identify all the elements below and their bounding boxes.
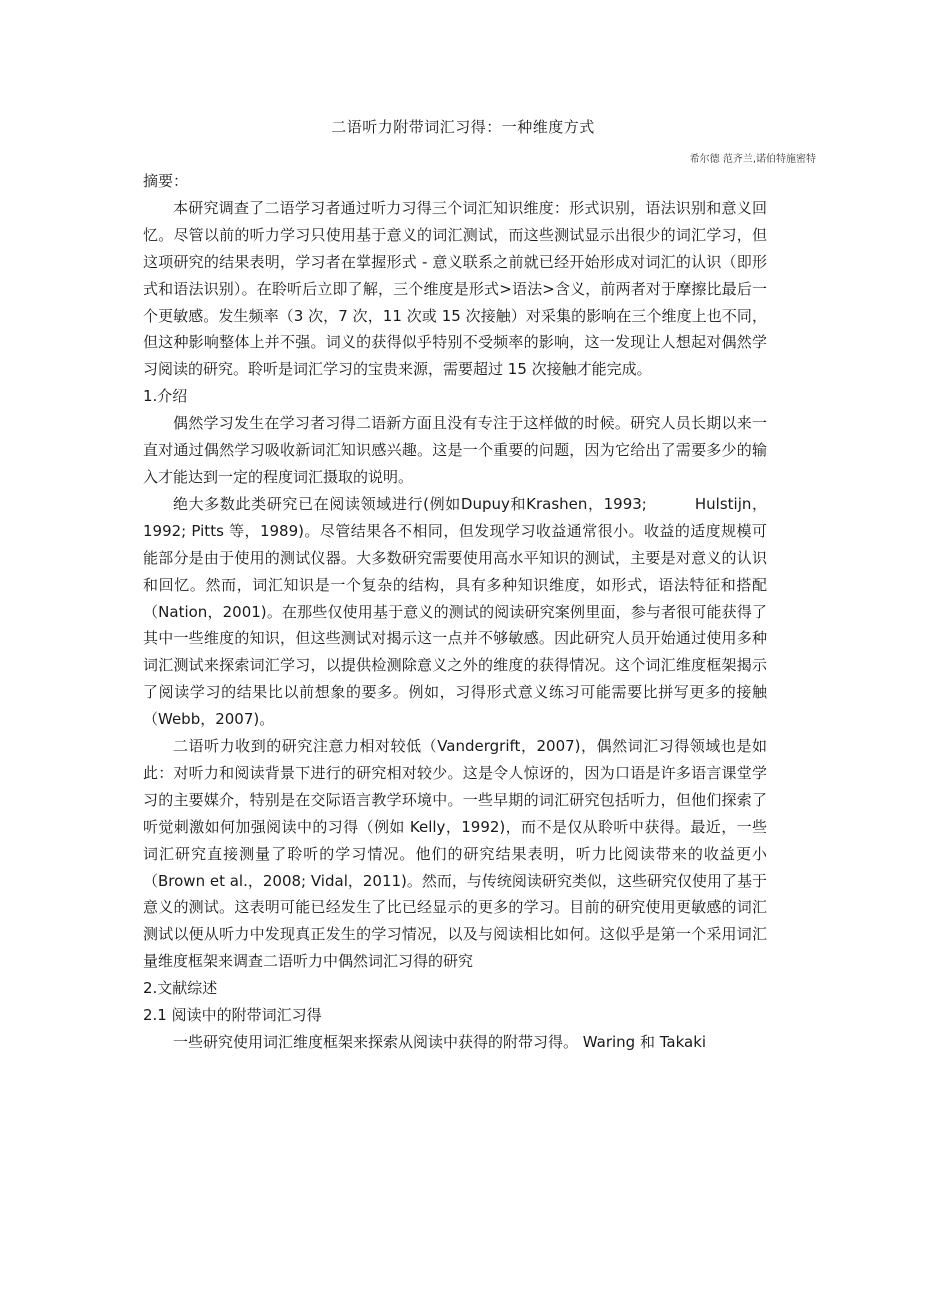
section-2-1-heading: 2.1 阅读中的附带词汇习得 <box>143 1006 322 1025</box>
section-1-paragraph-1: 偶然学习发生在学习者习得二语新方面且没有专注于这样做的时候。研究人员长期以来一直对通过偶然学习吸收新词汇知识感兴趣。这是一个重要的问题，因为它给出了需要多少的输入才能达到一定的程度词汇摄取的说明。 <box>143 414 767 486</box>
section-1-paragraph-2-part-b: Hulstijn，1992; Pitts 等，1989)。尽管结果各不相同，但发现学习收益通常很小。收益的适度规模可能部分是由于使用的测试仪器。大多数研究需要使用高水平知识的测试，主要是对意义的认识和回忆。然而，词汇知识是一个复杂的结构，具有多种知识维度，如形式，语法特征和搭配（Nation，2001)。在那些仅使用基于意义的测试的阅读研究案例里面，参与者很可能获得了其中一些维度的知识，但这些测试对揭示这一点并不够敏感。因此研究人员开始通过使用多种词汇测试来探索词汇学习，以提供检测除意义之外的维度的获得情况。这个词汇维度框架揭示了阅读学习的结果比以前想象的要多。例如，习得形式意义练习可能需要比拼写更多的接触（Webb，2007)。 <box>143 494 768 729</box>
abstract-paragraph: 本研究调查了二语学习者通过听力习得三个词汇知识维度：形式识别，语法识别和意义回忆。尽管以前的听力学习只使用基于意义的词汇测试，而这些测试显示出很少的词汇学习，但这项研究的结果表明，学习者在掌握形式 - 意义联系之前就已经开始形成对词汇的认识（即形式和语法识别）。在聆听后立即了解，三个维度是形式>语法>含义，前两者对于摩擦比最后一个更敏感。发生频率（3 次，7 次，11 次或 15 次接触）对采集的影响在三个维度上也不同，但这种影响整体上并不强。词义的获得似乎特别不受频率的影响，这一发现让人想起对偶然学习阅读的研究。聆听是词汇学习的宝贵来源，需要超过 15 次接触才能完成。 <box>143 198 767 379</box>
document-authors: 希尔德 范齐兰,诺伯特施密特 <box>689 154 816 165</box>
abstract-heading: 摘要： <box>143 172 189 190</box>
section-1-heading: 1.介绍 <box>143 387 188 406</box>
section-1-paragraph-3: 二语听力收到的研究注意力相对较低（Vandergrift，2007)，偶然词汇习得领域也是如此：对听力和阅读背景下进行的研究相对较少。这是令人惊讶的，因为口语是许多语言课堂学习的主要媒介，特别是在交际语言教学环境中。一些早期的词汇研究包括听力，但他们探索了听觉刺激如何加强阅读中的习得（例如 Kelly，1992)，而不是仅从聆听中获得。最近，一些词汇研究直接测量了聆听的学习情况。他们的研究结果表明，听力比阅读带来的收益更小（Brown et al.，2008; Vidal，2011)。然而，与传统阅读研究类似，这些研究仅使用了基于意义的测试。这表明可能已经发生了比已经显示的更多的学习。目前的研究使用更敏感的词汇测试以便从听力中发现真正发生的学习情况，以及与阅读相比如何。这似乎是第一个采用词汇量维度框架来调查二语听力中偶然词汇习得的研究 <box>143 737 767 971</box>
section-1-paragraph-2 <box>143 491 767 733</box>
section-2-heading: 2.文献综述 <box>143 979 218 998</box>
document-body <box>143 168 767 1056</box>
section-1-paragraph-2-part-a: 绝大多数此类研究已在阅读领域进行(例如Dupuy和Krashen，1993; <box>173 494 647 513</box>
document-title: 二语听力附带词汇习得：一种维度方式 <box>331 118 595 136</box>
section-2-1-paragraph-1: 一些研究使用词汇维度框架来探索从阅读中获得的附带习得。 Waring 和 Takaki <box>173 1033 707 1051</box>
